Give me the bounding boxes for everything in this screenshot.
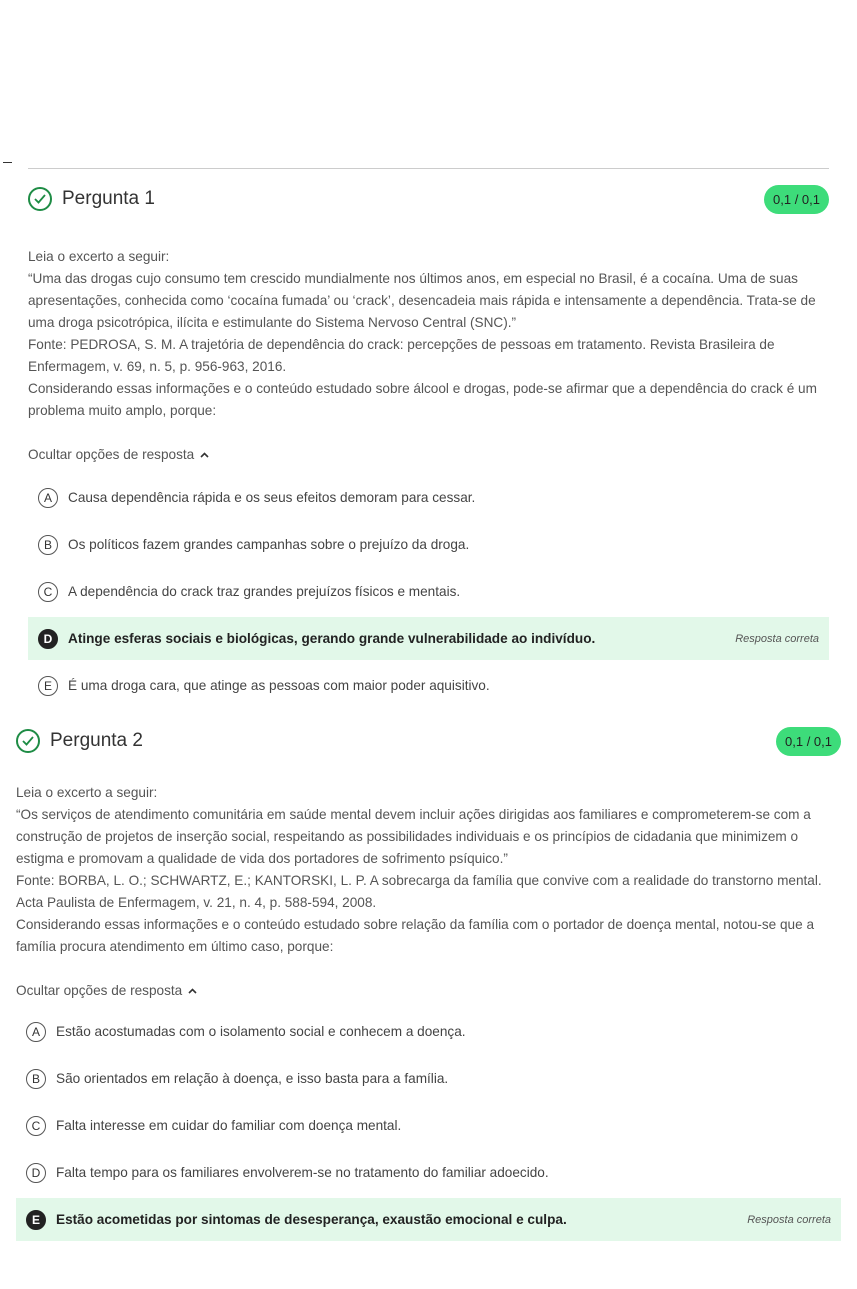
hide-options-toggle[interactable]	[16, 983, 841, 998]
option-text: Os políticos fazem grandes campanhas sobre o prejuízo da droga.	[68, 537, 470, 552]
option-letter: B	[38, 535, 58, 555]
answer-option-e[interactable]	[16, 1198, 841, 1241]
answer-option-b[interactable]	[16, 1057, 841, 1100]
hide-options-toggle[interactable]	[28, 447, 829, 462]
score-badge: 0,1 / 0,1	[764, 185, 829, 214]
option-text: É uma droga cara, que atinge as pessoas com maior poder aquisitivo.	[68, 678, 490, 693]
question-paragraph: Fonte: BORBA, L. O.; SCHWARTZ, E.; KANTORSKI, L. P. A sobrecarga da família que convive com a realidade do transtorno mental. Acta Paulista de Enfermagem, v. 21, n. 4, p. 588-594, 2008.	[16, 873, 822, 910]
option-letter: A	[38, 488, 58, 508]
answer-option-c[interactable]	[28, 570, 829, 613]
option-letter: B	[26, 1069, 46, 1089]
option-letter: E	[38, 676, 58, 696]
correct-answer-label: Resposta correta	[747, 1213, 831, 1226]
chevron-up-icon	[188, 988, 197, 994]
divider-dash	[3, 162, 12, 163]
option-letter: D	[38, 629, 58, 649]
option-text: A dependência do crack traz grandes prejuízos físicos e mentais.	[68, 584, 461, 599]
answer-option-c[interactable]	[16, 1104, 841, 1147]
option-text: Estão acometidas por sintomas de desesperança, exaustão emocional e culpa.	[56, 1212, 567, 1227]
toggle-label: Ocultar opções de resposta	[16, 983, 183, 998]
question-paragraph: Considerando essas informações e o conteúdo estudado sobre relação da família com o portador de doença mental, notou-se que a família procura atendimento em último caso, porque:	[16, 917, 815, 954]
question-title-group	[16, 729, 143, 753]
question-paragraph: Fonte: PEDROSA, S. M. A trajetória de dependência do crack: percepções de pessoas em tratamento. Revista Brasileira de Enfermagem, v. 69, n. 5, p. 956-963, 2016.	[28, 337, 775, 374]
option-text: Atinge esferas sociais e biológicas, gerando grande vulnerabilidade ao indivíduo.	[68, 631, 596, 646]
question-title-group	[28, 187, 155, 211]
question-1	[28, 168, 829, 711]
question-title: Pergunta 1	[62, 188, 155, 209]
question-paragraph: Leia o excerto a seguir:	[28, 249, 170, 264]
answer-option-d[interactable]	[28, 617, 829, 660]
answer-option-a[interactable]	[28, 476, 829, 519]
question-header	[28, 181, 829, 217]
check-circle-icon	[28, 187, 52, 211]
option-letter: D	[26, 1163, 46, 1183]
question-paragraph: Leia o excerto a seguir:	[16, 785, 158, 800]
answer-option-e[interactable]	[28, 664, 829, 707]
option-text: Falta interesse em cuidar do familiar com doença mental.	[56, 1118, 402, 1133]
question-text	[16, 782, 841, 958]
question-paragraph: “Uma das drogas cujo consumo tem crescido mundialmente nos últimos anos, em especial no Brasil, é a cocaína. Uma de suas apresentações, conhecida como ‘cocaína fumada’ ou ‘crack’, desencadeia mais rápida e intensamente a dependência. Trata-se de uma droga psicotrópica, ilícita e estimulante do Sistema Nervoso Central (SNC).”	[28, 271, 816, 330]
answer-options	[28, 476, 829, 707]
option-letter: C	[38, 582, 58, 602]
question-header	[16, 723, 841, 759]
correct-answer-label: Resposta correta	[735, 632, 819, 645]
option-letter: E	[26, 1210, 46, 1230]
question-paragraph: “Os serviços de atendimento comunitária em saúde mental devem incluir ações dirigidas aos familiares e comprometerem-se com a construção de projetos de inserção social, respeitando as possibilidades individuais e os princípios de cidadania que minimizem o estigma e promovam a qualidade de vida dos portadores de sofrimento psíquico.”	[16, 807, 811, 866]
answer-option-b[interactable]	[28, 523, 829, 566]
option-letter: C	[26, 1116, 46, 1136]
question-text	[28, 246, 829, 422]
question-title: Pergunta 2	[50, 730, 143, 751]
answer-option-a[interactable]	[16, 1010, 841, 1053]
score-badge: 0,1 / 0,1	[776, 727, 841, 756]
toggle-label: Ocultar opções de resposta	[28, 447, 195, 462]
answer-option-d[interactable]	[16, 1151, 841, 1194]
chevron-up-icon	[200, 452, 209, 458]
check-circle-icon	[16, 729, 40, 753]
option-text: Falta tempo para os familiares envolverem-se no tratamento do familiar adoecido.	[56, 1165, 549, 1180]
question-paragraph: Considerando essas informações e o conteúdo estudado sobre álcool e drogas, pode-se afirmar que a dependência do crack é um problema muito amplo, porque:	[28, 381, 817, 418]
option-text: Causa dependência rápida e os seus efeitos demoram para cessar.	[68, 490, 476, 505]
option-text: Estão acostumadas com o isolamento social e conhecem a doença.	[56, 1024, 466, 1039]
answer-options	[16, 1010, 841, 1241]
question-2	[16, 723, 841, 1245]
option-text: São orientados em relação à doença, e isso basta para a família.	[56, 1071, 449, 1086]
option-letter: A	[26, 1022, 46, 1042]
